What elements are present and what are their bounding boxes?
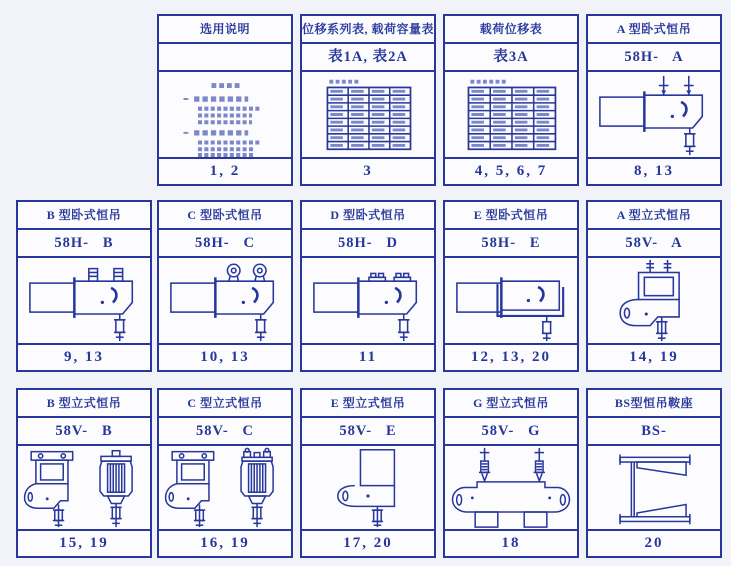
- panel-model: 58V- E: [302, 418, 434, 446]
- panel-page-numbers: 10, 13: [159, 343, 291, 370]
- panel-model: 58V- C: [159, 418, 291, 446]
- type-d-horizontal-hanger-diagram: [302, 258, 434, 343]
- panel-title: C 型卧式恒吊: [159, 202, 291, 230]
- panel-model: 58H- B: [18, 230, 150, 258]
- type-a-vertical-hanger-diagram: [588, 258, 720, 343]
- panel-page-numbers: 20: [588, 529, 720, 556]
- panel-series-load-tables: [300, 14, 436, 186]
- panel-title: B 型卧式恒吊: [18, 202, 150, 230]
- panel-title: G 型立式恒吊: [445, 390, 577, 418]
- panel-type-bs-saddle: [586, 388, 722, 558]
- panel-type-a-vertical: [586, 200, 722, 372]
- panel-title: E 型卧式恒吊: [445, 202, 577, 230]
- panel-model: [159, 44, 291, 72]
- panel-model: 58V- B: [18, 418, 150, 446]
- panel-model: 58V- G: [445, 418, 577, 446]
- panel-model: 表1A, 表2A: [302, 44, 434, 72]
- panel-page-numbers: 14, 19: [588, 343, 720, 370]
- panel-type-g-vertical: [443, 388, 579, 558]
- panel-title: 位移系列表, 载荷容量表: [302, 16, 434, 44]
- panel-type-b-vertical: [16, 388, 152, 558]
- panel-type-c-horizontal: [157, 200, 293, 372]
- panel-page-numbers: 1, 2: [159, 157, 291, 184]
- panel-page-numbers: 15, 19: [18, 529, 150, 556]
- panel-type-a-horizontal: [586, 14, 722, 186]
- panel-title: A 型卧式恒吊: [588, 16, 720, 44]
- type-b-vertical-hanger-diagram: [18, 446, 150, 529]
- panel-title: B 型立式恒吊: [18, 390, 150, 418]
- type-b-horizontal-hanger-diagram: [18, 258, 150, 343]
- panel-title: C 型立式恒吊: [159, 390, 291, 418]
- type-e-vertical-hanger-diagram: [302, 446, 434, 529]
- panel-type-e-horizontal: [443, 200, 579, 372]
- selection-notes-sketch: [159, 72, 291, 157]
- panel-model: BS-: [588, 418, 720, 446]
- panel-page-numbers: 18: [445, 529, 577, 556]
- type-e-horizontal-hanger-diagram: [445, 258, 577, 343]
- panel-load-displacement-table: [443, 14, 579, 186]
- panel-page-numbers: 12, 13, 20: [445, 343, 577, 370]
- panel-selection-notes: [157, 14, 293, 186]
- load-displacement-table-sketch: [445, 72, 577, 157]
- type-bs-hanger-saddle-diagram: [588, 446, 720, 529]
- panel-type-b-horizontal: [16, 200, 152, 372]
- panel-model: 58H- A: [588, 44, 720, 72]
- panel-type-c-vertical: [157, 388, 293, 558]
- type-g-vertical-hanger-diagram: [445, 446, 577, 529]
- type-c-horizontal-hanger-diagram: [159, 258, 291, 343]
- panel-page-numbers: 16, 19: [159, 529, 291, 556]
- panel-model: 58V- A: [588, 230, 720, 258]
- panel-page-numbers: 11: [302, 343, 434, 370]
- panel-title: 选用说明: [159, 16, 291, 44]
- panel-page-numbers: 3: [302, 157, 434, 184]
- panel-model: 58H- D: [302, 230, 434, 258]
- panel-title: E 型立式恒吊: [302, 390, 434, 418]
- panel-page-numbers: 9, 13: [18, 343, 150, 370]
- panel-model: 58H- E: [445, 230, 577, 258]
- panel-title: BS型恒吊鞍座: [588, 390, 720, 418]
- panel-model: 表3A: [445, 44, 577, 72]
- panel-title: 载荷位移表: [445, 16, 577, 44]
- displacement-series-load-capacity-table-sketch: [302, 72, 434, 157]
- panel-title: D 型卧式恒吊: [302, 202, 434, 230]
- type-c-vertical-hanger-diagram: [159, 446, 291, 529]
- panel-title: A 型立式恒吊: [588, 202, 720, 230]
- panel-page-numbers: 8, 13: [588, 157, 720, 184]
- panel-model: 58H- C: [159, 230, 291, 258]
- panel-page-numbers: 17, 20: [302, 529, 434, 556]
- panel-type-d-horizontal: [300, 200, 436, 372]
- panel-type-e-vertical: [300, 388, 436, 558]
- panel-page-numbers: 4, 5, 6, 7: [445, 157, 577, 184]
- type-a-horizontal-hanger-diagram: [588, 72, 720, 157]
